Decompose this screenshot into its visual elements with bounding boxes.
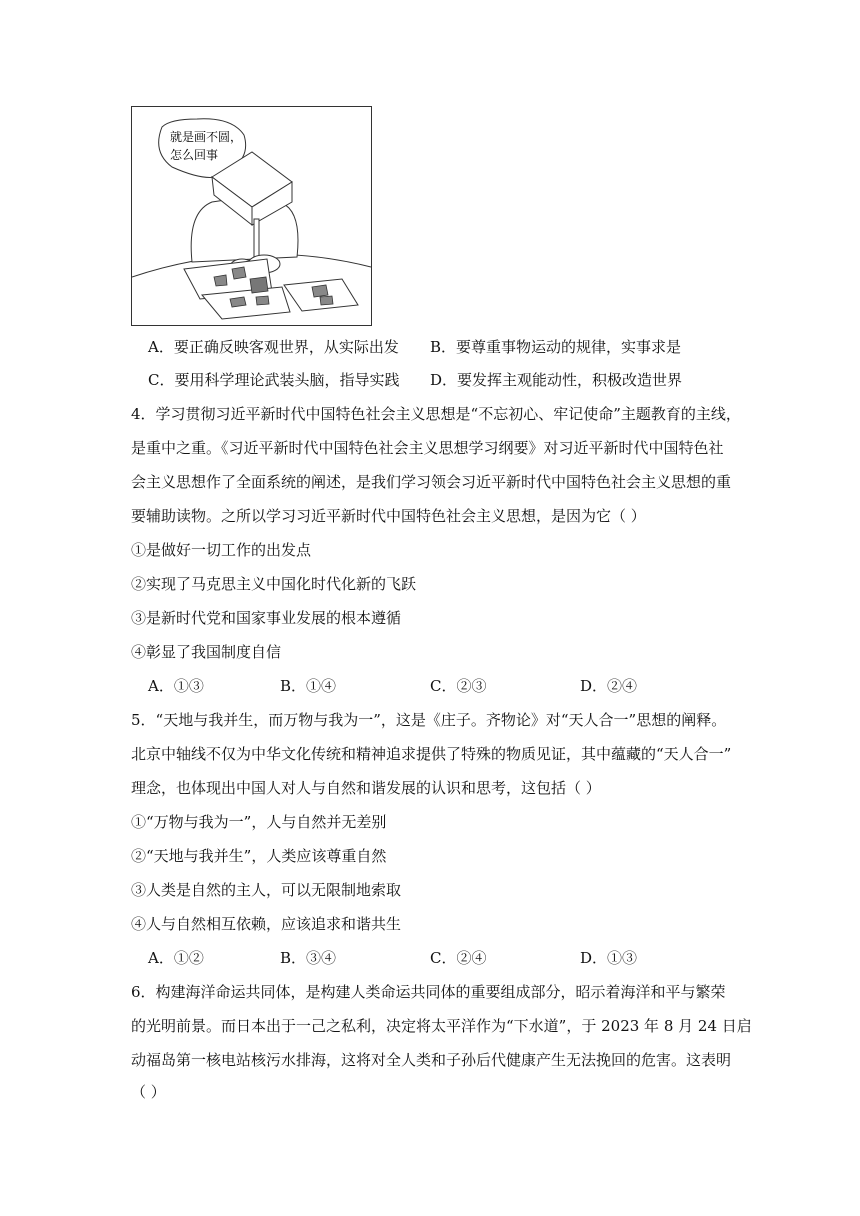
q4-stem-line: 是重中之重。《习近平新时代中国特色社会主义思想学习纲要》对习近平新时代中国特色社 xyxy=(131,439,724,457)
q5-choice-d: D．①③ xyxy=(580,949,638,967)
q5-stem-line: 理念，也体现出中国人对人与自然和谐发展的认识和思考，这包括（ ） xyxy=(131,779,601,797)
q3-option-d: D．要发挥主观能动性，积极改造世界 xyxy=(430,371,683,389)
q4-choice-d: D．②④ xyxy=(580,677,638,695)
q4-stem-line: 4．学习贯彻习近平新时代中国特色社会主义思想是“不忘初心、牢记使命”主题教育的主线， xyxy=(131,405,741,423)
q3-option-c: C．要用科学理论武装头脑，指导实践 xyxy=(148,371,400,389)
q4-stem-line: 要辅助读物。之所以学习习近平新时代中国特色社会主义思想，是因为它（ ） xyxy=(131,507,646,525)
q6-answer-blank: （ ） xyxy=(131,1083,166,1101)
q5-choice-a: A．①② xyxy=(148,949,204,967)
q6-stem-line: 的光明前景。而日本出于一己之私利，决定将太平洋作为“下水道”，于 2023 年 8 月 24 日启 xyxy=(131,1017,752,1035)
q5-stem-line: 5．“天地与我并生，而万物与我为一”，这是《庄子。齐物论》对“天人合一”思想的阐释。 xyxy=(131,711,727,729)
q5-item: ④人与自然相互依赖，应该追求和谐共生 xyxy=(131,915,402,933)
q5-item: ②“天地与我并生”，人类应该尊重自然 xyxy=(131,847,387,865)
q5-item: ①“万物与我为一”，人与自然并无差别 xyxy=(131,813,387,831)
cartoon-illustration xyxy=(131,106,372,326)
q4-item: ④彰显了我国制度自信 xyxy=(131,643,282,661)
speech-line-2: 怎么回事 xyxy=(170,148,219,162)
q5-item: ③人类是自然的主人，可以无限制地索取 xyxy=(131,881,402,899)
cartoon-drawing xyxy=(132,107,371,325)
q5-choice-b: B．③④ xyxy=(280,949,337,967)
q4-choice-a: A．①③ xyxy=(148,677,204,695)
q6-stem-line: 6．构建海洋命运共同体，是构建人类命运共同体的重要组成部分，昭示着海洋和平与繁荣 xyxy=(131,983,726,1001)
q4-stem-line: 会主义思想作了全面系统的阐述，是我们学习领会习近平新时代中国特色社会主义思想的重 xyxy=(131,473,732,491)
q6-stem-line: 动福岛第一核电站核污水排海，这将对全人类和子孙后代健康产生无法挽回的危害。这表明 xyxy=(131,1051,732,1069)
q4-choice-b: B．①④ xyxy=(280,677,337,695)
q4-choice-c: C．②③ xyxy=(430,677,487,695)
q3-option-a: A．要正确反映客观世界，从实际出发 xyxy=(148,338,399,356)
q4-item: ①是做好一切工作的出发点 xyxy=(131,541,312,559)
q3-option-b: B．要尊重事物运动的规律，实事求是 xyxy=(430,338,682,356)
q4-item: ②实现了马克思主义中国化时代化新的飞跃 xyxy=(131,575,417,593)
q4-item: ③是新时代党和国家事业发展的根本遵循 xyxy=(131,609,402,627)
q5-choice-c: C．②④ xyxy=(430,949,487,967)
speech-line-1: 就是画不圆， xyxy=(170,130,243,144)
q5-stem-line: 北京中轴线不仅为中华文化传统和精神追求提供了特殊的物质见证，其中蕴藏的“天人合一” xyxy=(131,745,732,763)
